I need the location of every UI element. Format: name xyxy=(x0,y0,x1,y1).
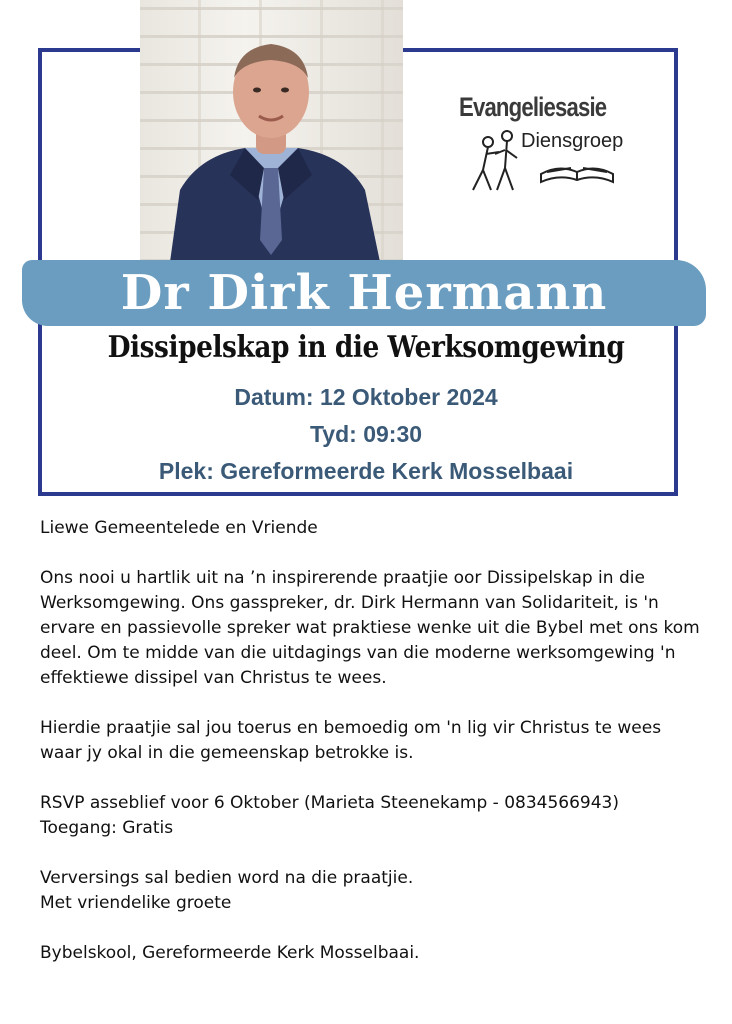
figures-and-bible-icon xyxy=(455,92,635,212)
encouragement-paragraph: Hierdie praatjie sal jou toerus en bemoedig om 'n lig vir Christus te wees waar jy okal in die gemeenskap betrokke is. xyxy=(40,718,662,763)
event-date: Datum: 12 Oktober 2024 xyxy=(234,384,498,410)
refreshments-line: Verversings sal bedien word na die praatjie. xyxy=(40,868,414,888)
signature-line: Bybelskool, Gereformeerde Kerk Mosselbaai. xyxy=(40,943,420,963)
rsvp-line: RSVP asseblief voor 6 Oktober (Marieta Steenekamp - 0834566943) xyxy=(40,793,620,813)
closing-line: Met vriendelike groete xyxy=(40,893,232,913)
entry-line: Toegang: Gratis xyxy=(40,818,174,838)
event-place: Plek: Gereformeerde Kerk Mosselbaai xyxy=(158,458,574,484)
event-title: Dissipelskap in die Werksomgewing xyxy=(107,330,625,365)
ministry-logo xyxy=(455,92,635,212)
invitation-paragraph: Ons nooi u hartlik uit na ’n inspirerende praatjie oor Dissipelskap in die Werksomgewing. Ons gasspreker, dr. Dirk Hermann van Solidariteit, is 'n ervare en passievolle spreker wat praktiese wenke uit die Bybel met ons kom deel. Om te midde van die uitdagings van die moderne werksomgewing 'n effektiewe dissipel van Christus te wees. xyxy=(40,568,700,688)
speaker-name: Dr Dirk Hermann xyxy=(120,265,608,321)
invitation-body xyxy=(40,516,700,966)
greeting: Liewe Gemeentelede en Vriende xyxy=(40,518,318,538)
speaker-portrait-illustration xyxy=(140,0,403,262)
brand-subtitle: Diensgroep xyxy=(521,130,624,152)
speaker-photo xyxy=(140,0,403,262)
brand-title: Evangeliesasie xyxy=(459,92,607,122)
event-time: Tyd: 09:30 xyxy=(309,421,423,447)
